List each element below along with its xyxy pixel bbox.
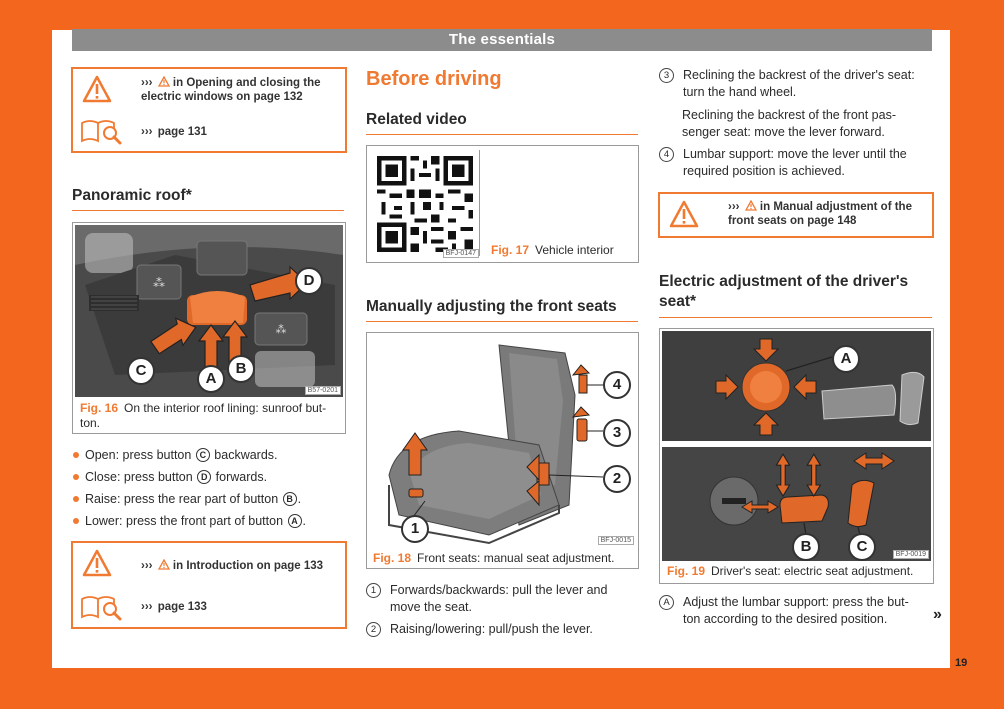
roof-instructions-list <box>71 444 343 532</box>
figure-caption-cont: ton. <box>80 416 101 430</box>
callout-2: 2 <box>603 465 631 493</box>
paragraph: Reclining the backrest of the front pas- senger seat: move the lever forward. <box>682 108 897 139</box>
figure-code: BFJ-0147 <box>443 249 479 258</box>
manual-seat-image <box>369 335 636 547</box>
small-warning-icon <box>158 559 170 570</box>
list-item: Raise: press the rear part of button B . <box>71 488 343 510</box>
callout-c: C <box>848 533 876 561</box>
electric-seat-image <box>662 331 931 561</box>
section-title-manual-seats: Manually adjusting the front seats <box>366 298 638 322</box>
callout-a: A <box>832 345 860 373</box>
ref-arrows: ››› <box>141 560 153 572</box>
list-item: Close: press button D forwards. <box>71 466 343 488</box>
callout-1: 1 <box>401 515 429 543</box>
figure-caption: Driver's seat: electric seat adjustment. <box>711 564 914 578</box>
figure-caption: Front seats: manual seat adjustment. <box>417 551 615 565</box>
callout-a: A <box>197 365 225 393</box>
warning-ref-link[interactable]: in Manual adjustment of the <box>759 201 912 213</box>
warning-triangle-icon <box>82 549 112 577</box>
book-ref-link[interactable]: page 131 <box>157 126 207 138</box>
figure-16 <box>72 222 346 434</box>
list-item: Lower: press the front part of button A . <box>71 510 343 532</box>
ref-arrows: ››› <box>141 126 153 138</box>
figure-17 <box>366 145 639 263</box>
continued-indicator: » <box>933 606 942 623</box>
page-header: The essentials <box>72 29 932 51</box>
qr-code-icon[interactable] <box>371 150 480 256</box>
callout-b: B <box>792 533 820 561</box>
figure-code: B57-0201 <box>305 386 341 395</box>
figure-code: BFJ-0015 <box>598 536 634 545</box>
ref-arrows: ››› <box>141 77 153 89</box>
list-item: A Adjust the lumbar support: press the but- ton according to the desired position. <box>659 594 934 628</box>
callout-3: 3 <box>603 419 631 447</box>
figure-caption: On the interior roof lining: sunroof but- <box>124 401 327 415</box>
ref-arrows: ››› <box>141 601 153 613</box>
warning-box-manual-seats <box>658 192 934 238</box>
warning-triangle-icon <box>82 75 112 103</box>
svg-text:⁂: ⁂ <box>153 276 165 290</box>
section-title-related-video: Related video <box>366 111 638 135</box>
list-item: Open: press button C backwards. <box>71 444 343 466</box>
warning-ref-link-cont[interactable]: front seats on page 148 <box>728 215 857 227</box>
list-item: 3 Reclining the backrest of the driver's seat: turn the hand wheel. <box>659 67 934 101</box>
small-warning-icon <box>158 76 170 87</box>
ref-arrows: ››› <box>728 201 740 213</box>
page-number: 19 <box>955 657 968 669</box>
svg-text:⁂: ⁂ <box>275 324 287 336</box>
roof-lining-image <box>75 225 343 397</box>
small-warning-icon <box>745 200 757 211</box>
figure-label: Fig. 16 <box>80 401 119 415</box>
book-ref-link[interactable]: page 133 <box>157 601 207 613</box>
callout-c: C <box>127 357 155 385</box>
warning-box-introduction <box>71 541 347 629</box>
list-item: 4 Lumbar support: move the lever until the required position is achieved. <box>659 146 934 180</box>
list-item: 1 Forwards/backwards: pull the lever and move the seat. <box>366 582 638 616</box>
callout-d: D <box>295 267 323 295</box>
figure-label: Fig. 19 <box>667 564 706 578</box>
warning-ref-link[interactable]: in Introduction on page 133 <box>172 560 324 572</box>
list-item: 2 Raising/lowering: pull/push the lever. <box>366 621 638 638</box>
figure-label: Fig. 18 <box>373 551 412 565</box>
main-title: Before driving <box>366 68 502 90</box>
figure-19 <box>659 328 934 584</box>
figure-18 <box>366 332 639 569</box>
section-title-electric-seat: Electric adjustment of the driver's seat* <box>659 272 932 318</box>
warning-ref-link[interactable]: in Opening and closing the <box>172 77 321 89</box>
section-title-panoramic-roof: Panoramic roof* <box>72 187 344 211</box>
callout-4: 4 <box>603 371 631 399</box>
figure-code: BFJ-0019 <box>893 550 929 559</box>
warning-box-windows <box>71 67 347 153</box>
warning-ref-link-cont[interactable]: electric windows on page 132 <box>141 91 303 103</box>
figure-caption: Vehicle interior <box>535 243 614 257</box>
warning-triangle-icon <box>669 200 699 228</box>
book-search-icon <box>80 117 122 145</box>
callout-b: B <box>227 355 255 383</box>
book-search-icon <box>80 593 122 621</box>
figure-label: Fig. 17 <box>491 243 530 257</box>
